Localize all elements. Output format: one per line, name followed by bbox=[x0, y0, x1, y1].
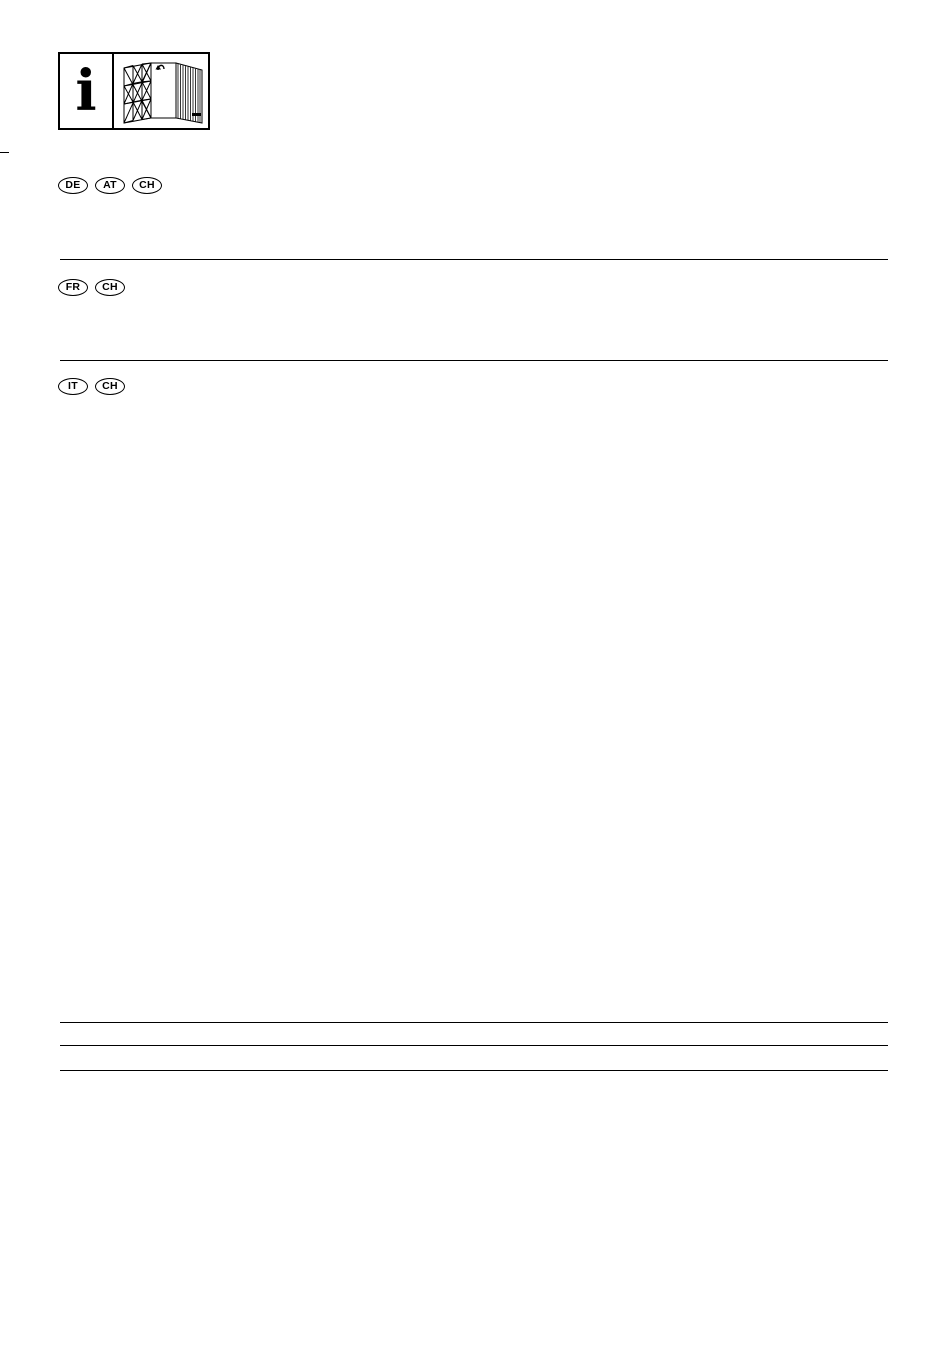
language-badge-ch-3: CH bbox=[95, 378, 125, 395]
foldout-page-icon bbox=[114, 52, 210, 130]
information-icon-glyph: i bbox=[75, 58, 97, 124]
language-badge-it: IT bbox=[58, 378, 88, 395]
language-badge-ch-2: CH bbox=[95, 279, 125, 296]
language-badges-it-ch bbox=[58, 378, 125, 395]
language-badges-de-at-ch bbox=[58, 177, 162, 194]
section-divider-4 bbox=[60, 1045, 888, 1046]
page-edge-tick bbox=[0, 152, 9, 153]
language-badge-at: AT bbox=[95, 177, 125, 194]
section-divider-2 bbox=[60, 360, 888, 361]
language-badges-fr-ch bbox=[58, 279, 125, 296]
language-badge-fr: FR bbox=[58, 279, 88, 296]
foldout-page-illustration bbox=[114, 54, 210, 130]
header-icon-row bbox=[58, 52, 210, 130]
section-divider-1 bbox=[60, 259, 888, 260]
language-badge-ch: CH bbox=[132, 177, 162, 194]
section-divider-3 bbox=[60, 1022, 888, 1023]
language-badge-de: DE bbox=[58, 177, 88, 194]
section-divider-5 bbox=[60, 1070, 888, 1071]
information-icon bbox=[58, 52, 114, 130]
